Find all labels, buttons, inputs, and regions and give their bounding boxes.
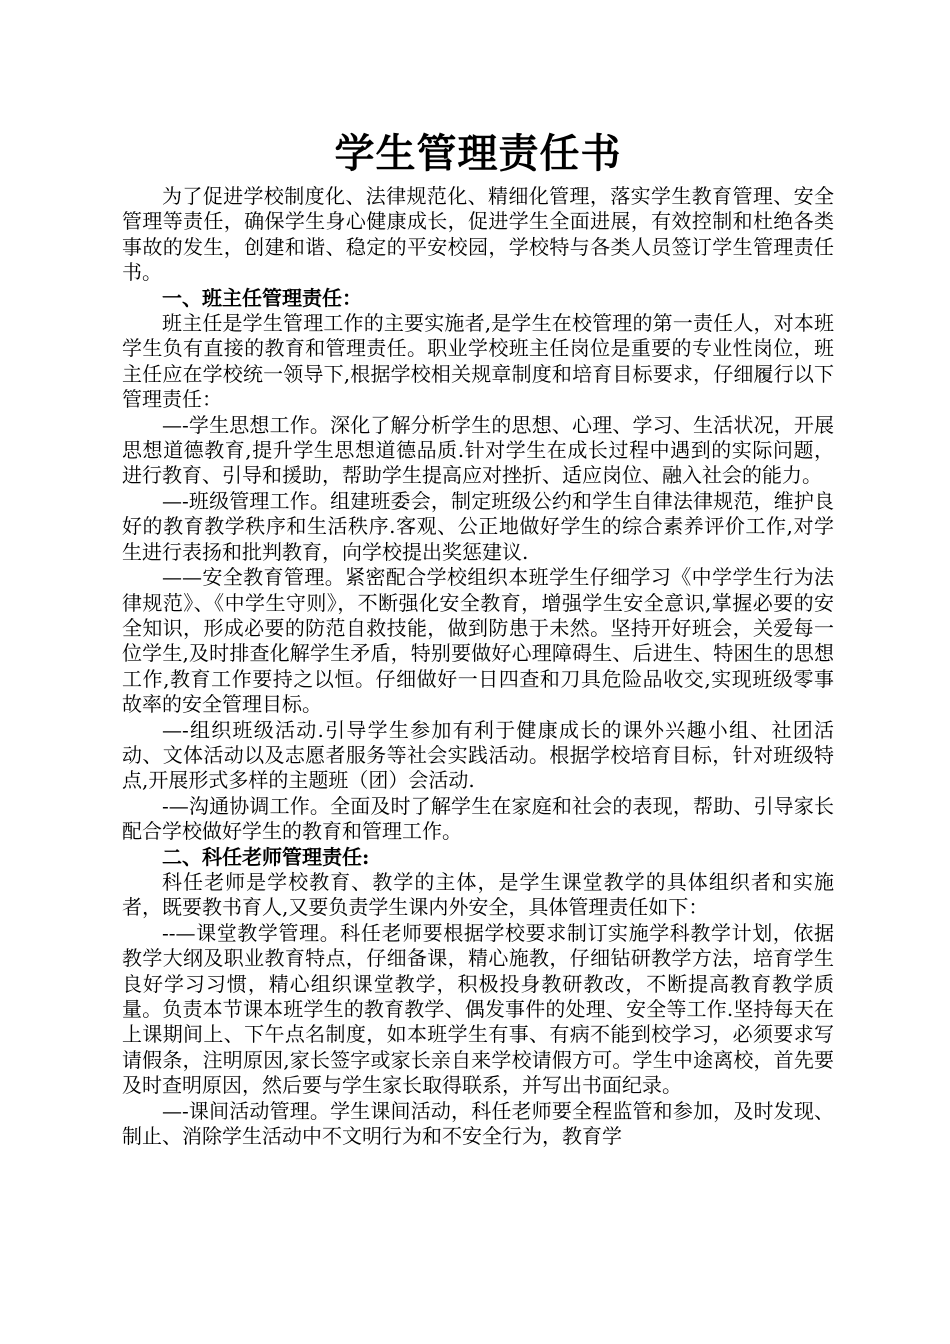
paragraph: —-组织班级活动.引导学生参加有利于健康成长的课外兴趣小组、社团活动、文体活动以及志愿者服务等社会实践活动。根据学校培育目标，针对班级特点,开展形式多样的主题班（团）会活动.	[122, 717, 834, 793]
paragraph: ——安全教育管理。紧密配合学校组织本班学生仔细学习《中学学生行为法律规范》、《中学生守则》，不断强化安全教育，增强学生安全意识,掌握必要的安全知识，形成必要的防范自救技能，做到防患于未然。坚持开好班会，关爱每一位学生,及时排查化解学生矛盾，特别要做好心理障碍生、后进生、特困生的思想工作,教育工作要持之以恒。仔细做好一日四查和刀具危险品收交,实现班级零事故率的安全管理目标。	[122, 565, 834, 717]
section-heading-subject-teacher: 二、科任老师管理责任:	[162, 844, 370, 869]
paragraph: 科任老师是学校教育、教学的主体，是学生课堂教学的具体组织者和实施者，既要教书育人,又要负责学生课内外安全，具体管理责任如下：	[122, 869, 834, 920]
paragraph: —-学生思想工作。深化了解分析学生的思想、心理、学习、生活状况，开展思想道德教育,提升学生思想道德品质.针对学生在成长过程中遇到的实际问题，进行教育、引导和援助，帮助学生提高应对挫折、适应岗位、融入社会的能力。	[122, 412, 834, 488]
paragraph: -—沟通协调工作。全面及时了解学生在家庭和社会的表现，帮助、引导家长配合学校做好学生的教育和管理工作。	[122, 793, 834, 844]
document-title: 学生管理责任书	[334, 130, 622, 177]
document-body	[122, 128, 834, 1149]
paragraph: —-班级管理工作。组建班委会，制定班级公约和学生自律法律规范，维护良好的教育教学秩序和生活秩序.客观、公正地做好学生的综合素养评价工作,对学生进行表扬和批判教育，向学校提出奖惩建议.	[122, 488, 834, 564]
paragraph: --—课堂教学管理。科任老师要根据学校要求制订实施学科教学计划，依据教学大纲及职业教育特点，仔细备课，精心施教，仔细钻研教学方法，培育学生良好学习习惯，精心组织课堂教学，积极投身教研教改，不断提高教育教学质量。负责本节课本班学生的教育教学、偶发事件的处理、安全等工作.坚持每天在上课期间上、下午点名制度，如本班学生有事、有病不能到校学习，必须要求写请假条，注明原因,家长签字或家长亲自来学校请假方可。学生中途离校，首先要及时查明原因，然后要与学生家长取得联系，并写出书面纪录。	[122, 920, 834, 1098]
paragraph: —-课间活动管理。学生课间活动，科任老师要全程监管和参加，及时发现、制止、消除学生活动中不文明行为和不安全行为，教育学	[122, 1098, 834, 1149]
intro-paragraph: 为了促进学校制度化、法律规范化、精细化管理，落实学生教育管理、安全管理等责任，确保学生身心健康成长，促进学生全面进展，有效控制和杜绝各类事故的发生，创建和谐、稳定的平安校园，学校特与各类人员签订学生管理责任书。	[122, 184, 834, 285]
paragraph: 班主任是学生管理工作的主要实施者,是学生在校管理的第一责任人，对本班学生负有直接的教育和管理责任。职业学校班主任岗位是重要的专业性岗位，班主任应在学校统一领导下,根据学校相关规章制度和培育目标要求，仔细履行以下管理责任：	[122, 311, 834, 412]
section-heading-head-teacher: 一、班主任管理责任：	[162, 285, 362, 310]
